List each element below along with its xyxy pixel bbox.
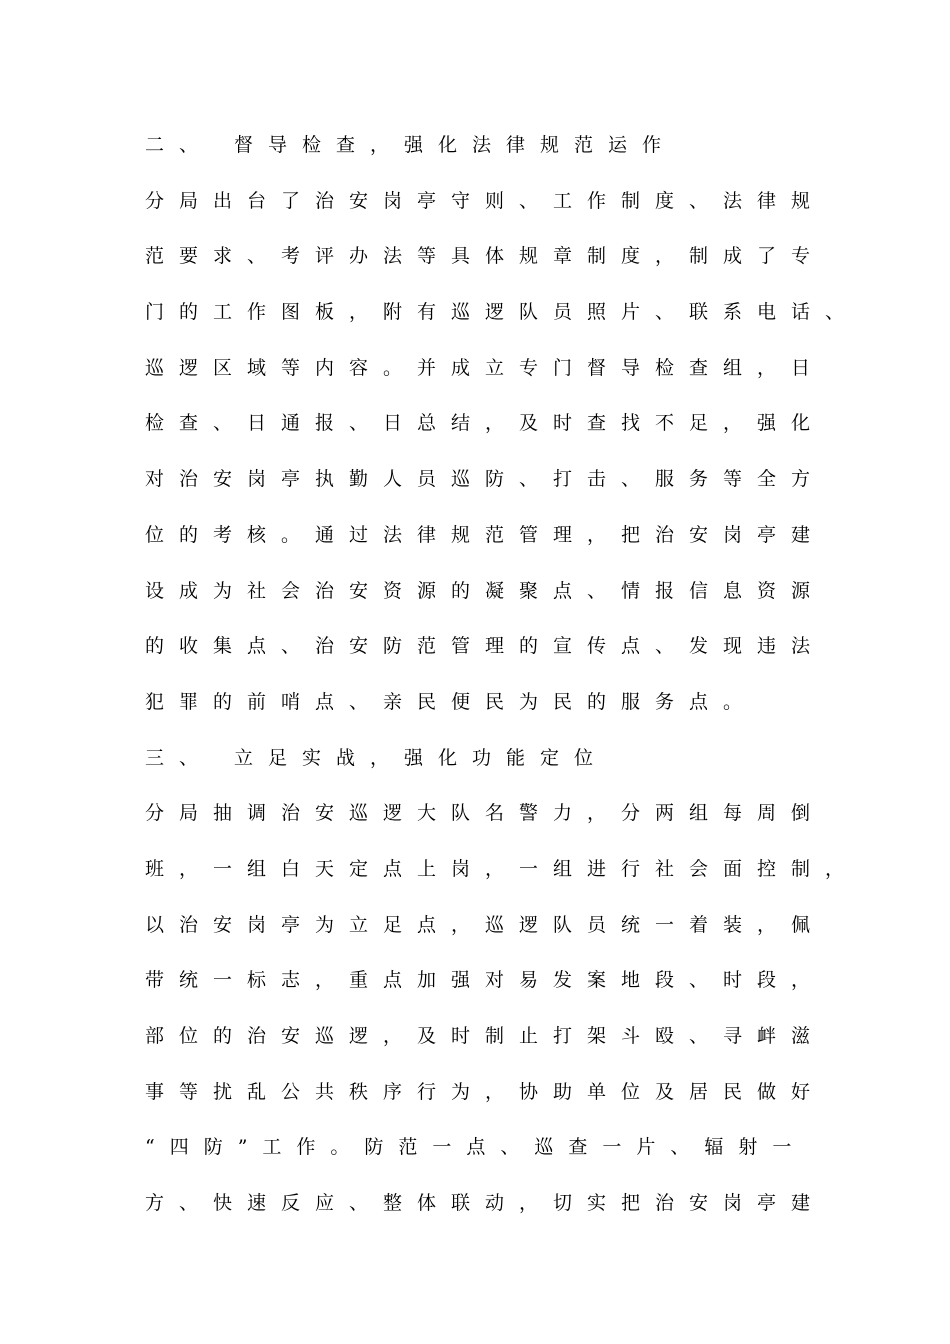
paragraph-line: 事等扰乱公共秩序行为，协助单位及居民做好 — [145, 1080, 826, 1103]
paragraph-line: “四防”工作。防范一点、巡查一片、辐射一 — [145, 1136, 807, 1159]
paragraph-line: 以治安岗亭为立足点，巡逻队员统一着装，佩 — [145, 913, 826, 936]
paragraph-line: 检查、日通报、日总结，及时查找不足，强化 — [145, 412, 826, 435]
heading-section-3: 三、 立足实战，强化功能定位 — [145, 746, 609, 769]
paragraph-line: 方、快速反应、整体联动，切实把治安岗亭建 — [145, 1192, 826, 1215]
paragraph-line: 门的工作图板，附有巡逻队员照片、联系电话、 — [145, 301, 860, 324]
paragraph-line: 巡逻区域等内容。并成立专门督导检查组，日 — [145, 356, 826, 379]
paragraph-line: 部位的治安巡逻，及时制止打架斗殴、寻衅滋 — [145, 1025, 826, 1047]
document-body — [145, 128, 865, 1242]
paragraph-line: 设成为社会治安资源的凝聚点、情报信息资源 — [145, 579, 826, 602]
paragraph-line: 范要求、考评办法等具体规章制度，制成了专 — [145, 245, 826, 268]
paragraph-line: 分局抽调治安巡逻大队名警力，分两组每周倒 — [145, 802, 826, 825]
paragraph-line: 的收集点、治安防范管理的宣传点、发现违法 — [145, 635, 826, 658]
paragraph-line: 对治安岗亭执勤人员巡防、打击、服务等全方 — [145, 468, 826, 491]
paragraph-line: 犯罪的前哨点、亲民便民为民的服务点。 — [145, 690, 758, 713]
paragraph-line: 位的考核。通过法律规范管理，把治安岗亭建 — [145, 523, 826, 546]
paragraph-line: 分局出台了治安岗亭守则、工作制度、法律规 — [145, 189, 826, 212]
paragraph-line: 班，一组白天定点上岗，一组进行社会面控制， — [145, 857, 860, 880]
heading-section-2: 二、 督导检查，强化法律规范运作 — [145, 134, 677, 156]
paragraph-line: 带统一标志，重点加强对易发案地段、时段， — [145, 969, 826, 992]
